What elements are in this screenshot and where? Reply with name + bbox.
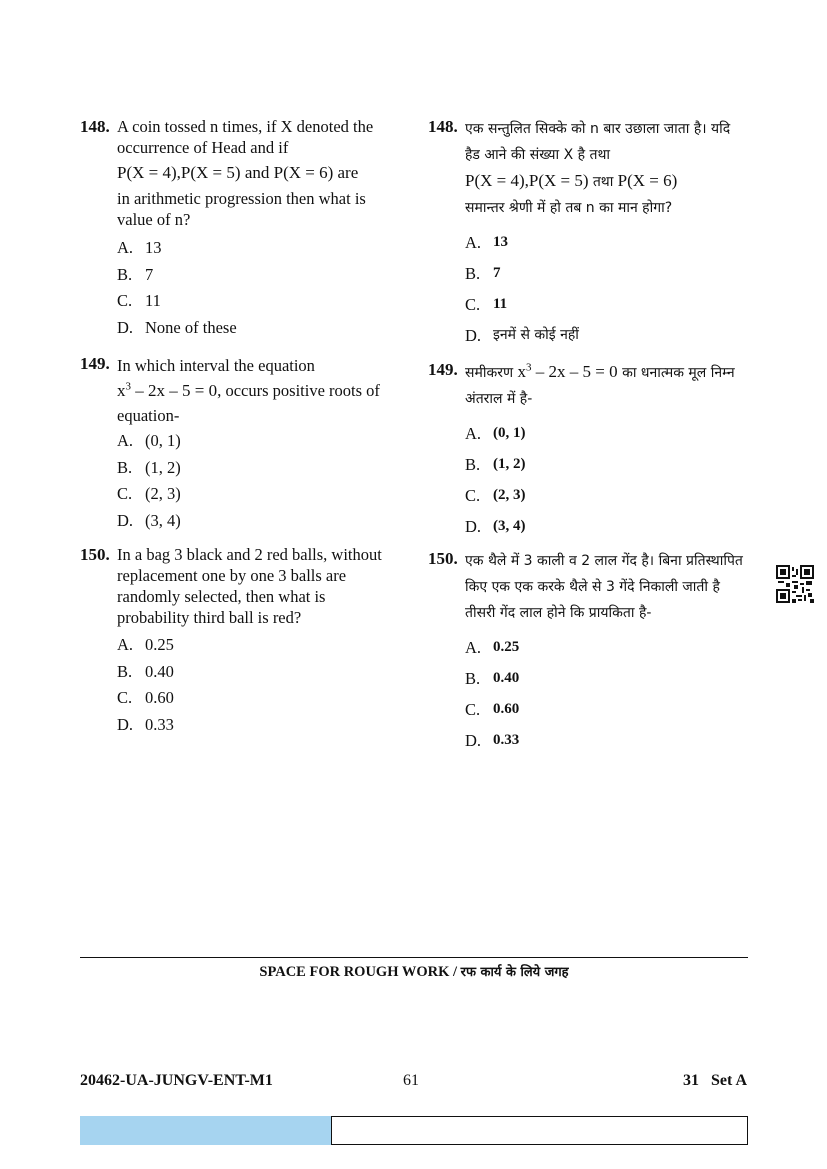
option: B. (1, 2) xyxy=(465,455,526,474)
options-list xyxy=(465,418,748,542)
question-text: एक सन्तुलित सिक्के को n बार उछाला जाता है। यदि हैड आने की संख्या X है तथा P(X = 4),P(X = 5) तथा P(X = 6) समान्तर श्रेणी में हो तब n का मान होगा? xyxy=(465,121,731,216)
option: C. 11 xyxy=(465,295,508,314)
question-text: A coin tossed n times, if X denoted the occurrence of Head and if P(X = 4),P(X = 5) and P(X = 6) are in arithmetic progression then what is value of n? xyxy=(117,117,374,229)
question-number: 149. xyxy=(80,354,110,373)
prob-expression: P(X = 4),P(X = 5) तथा P(X = 6) xyxy=(465,171,678,190)
option: A. 0.25 xyxy=(465,638,520,657)
question-148-en xyxy=(80,116,400,341)
question-149-hi xyxy=(428,359,748,542)
option: B. 7 xyxy=(117,264,154,284)
options-list xyxy=(117,428,400,534)
option: A. 0.25 xyxy=(117,635,174,654)
option: A. 13 xyxy=(117,238,162,257)
option: B. 0.40 xyxy=(117,661,174,681)
equation: $x^3 - 2x - 5 = 0$, xyxy=(117,380,222,400)
question-text: In which interval the equation $x^3 - 2x - 5 = 0$, occurs positive roots of equation- xyxy=(117,356,380,425)
prob-expression: P(X = 4),P(X = 5) and P(X = 6) are xyxy=(117,163,359,182)
option: D. 0.33 xyxy=(117,714,174,734)
option: A. 13 xyxy=(465,233,508,252)
option: D. (3, 4) xyxy=(117,510,181,530)
option: B. (1, 2) xyxy=(117,457,181,477)
footer-outline-box xyxy=(331,1116,748,1145)
question-150-hi xyxy=(428,548,748,756)
option: B. 0.40 xyxy=(465,669,520,688)
question-148-hi xyxy=(428,116,748,351)
question-text: In a bag 3 black and 2 red balls, without replacement one by one 3 balls are randomly selected, then what is probability third ball is red? xyxy=(117,545,382,627)
question-150-en xyxy=(80,544,400,738)
option: D. इनमें से कोई नहीं xyxy=(465,326,579,345)
option: A. (0, 1) xyxy=(117,431,181,450)
rough-work-heading: SPACE FOR ROUGH WORK / रफ कार्य के लिये जगह xyxy=(259,964,569,980)
divider-rule xyxy=(80,957,748,958)
hindi-column xyxy=(428,116,748,756)
english-column xyxy=(80,116,400,738)
options-list xyxy=(117,632,400,738)
options-list xyxy=(465,227,748,351)
options-list xyxy=(117,235,400,341)
question-number: 148. xyxy=(80,117,110,136)
option: D. (3, 4) xyxy=(465,517,526,536)
qr-code-icon xyxy=(776,565,814,603)
option: A. (0, 1) xyxy=(465,424,526,443)
question-149-en xyxy=(80,353,400,534)
page-number: 61 xyxy=(403,1072,419,1089)
option: C. 11 xyxy=(117,291,161,310)
options-list xyxy=(465,632,748,756)
option: D. 0.33 xyxy=(465,731,520,750)
option: D. None of these xyxy=(117,317,237,337)
equation: $x^3 - 2x - 5 = 0$ xyxy=(517,361,618,381)
set-label: 31 Set A xyxy=(683,1072,747,1089)
paper-code: 20462-UA-JUNGV-ENT-M1 xyxy=(80,1072,273,1089)
question-number: 150. xyxy=(80,545,110,564)
option: C. (2, 3) xyxy=(117,484,181,503)
option: C. (2, 3) xyxy=(465,486,526,505)
question-number: 150. xyxy=(428,549,458,568)
footer-color-bar xyxy=(80,1116,331,1145)
option: C. 0.60 xyxy=(465,700,520,719)
option: C. 0.60 xyxy=(117,688,174,707)
option: B. 7 xyxy=(465,264,501,283)
question-text: एक थैले में 3 काली व 2 लाल गेंद है। बिना प्रतिस्थापित किए एक एक करके थैले से 3 गेंदे निकाली जाती है तीसरी गेंद लाल होने कि प्रायकिता है- xyxy=(465,553,743,621)
question-text: समीकरण $x^3 - 2x - 5 = 0$ का धनात्मक मूल निम्न अंतराल में है- xyxy=(465,361,735,407)
question-number: 148. xyxy=(428,117,458,136)
question-number: 149. xyxy=(428,360,458,379)
